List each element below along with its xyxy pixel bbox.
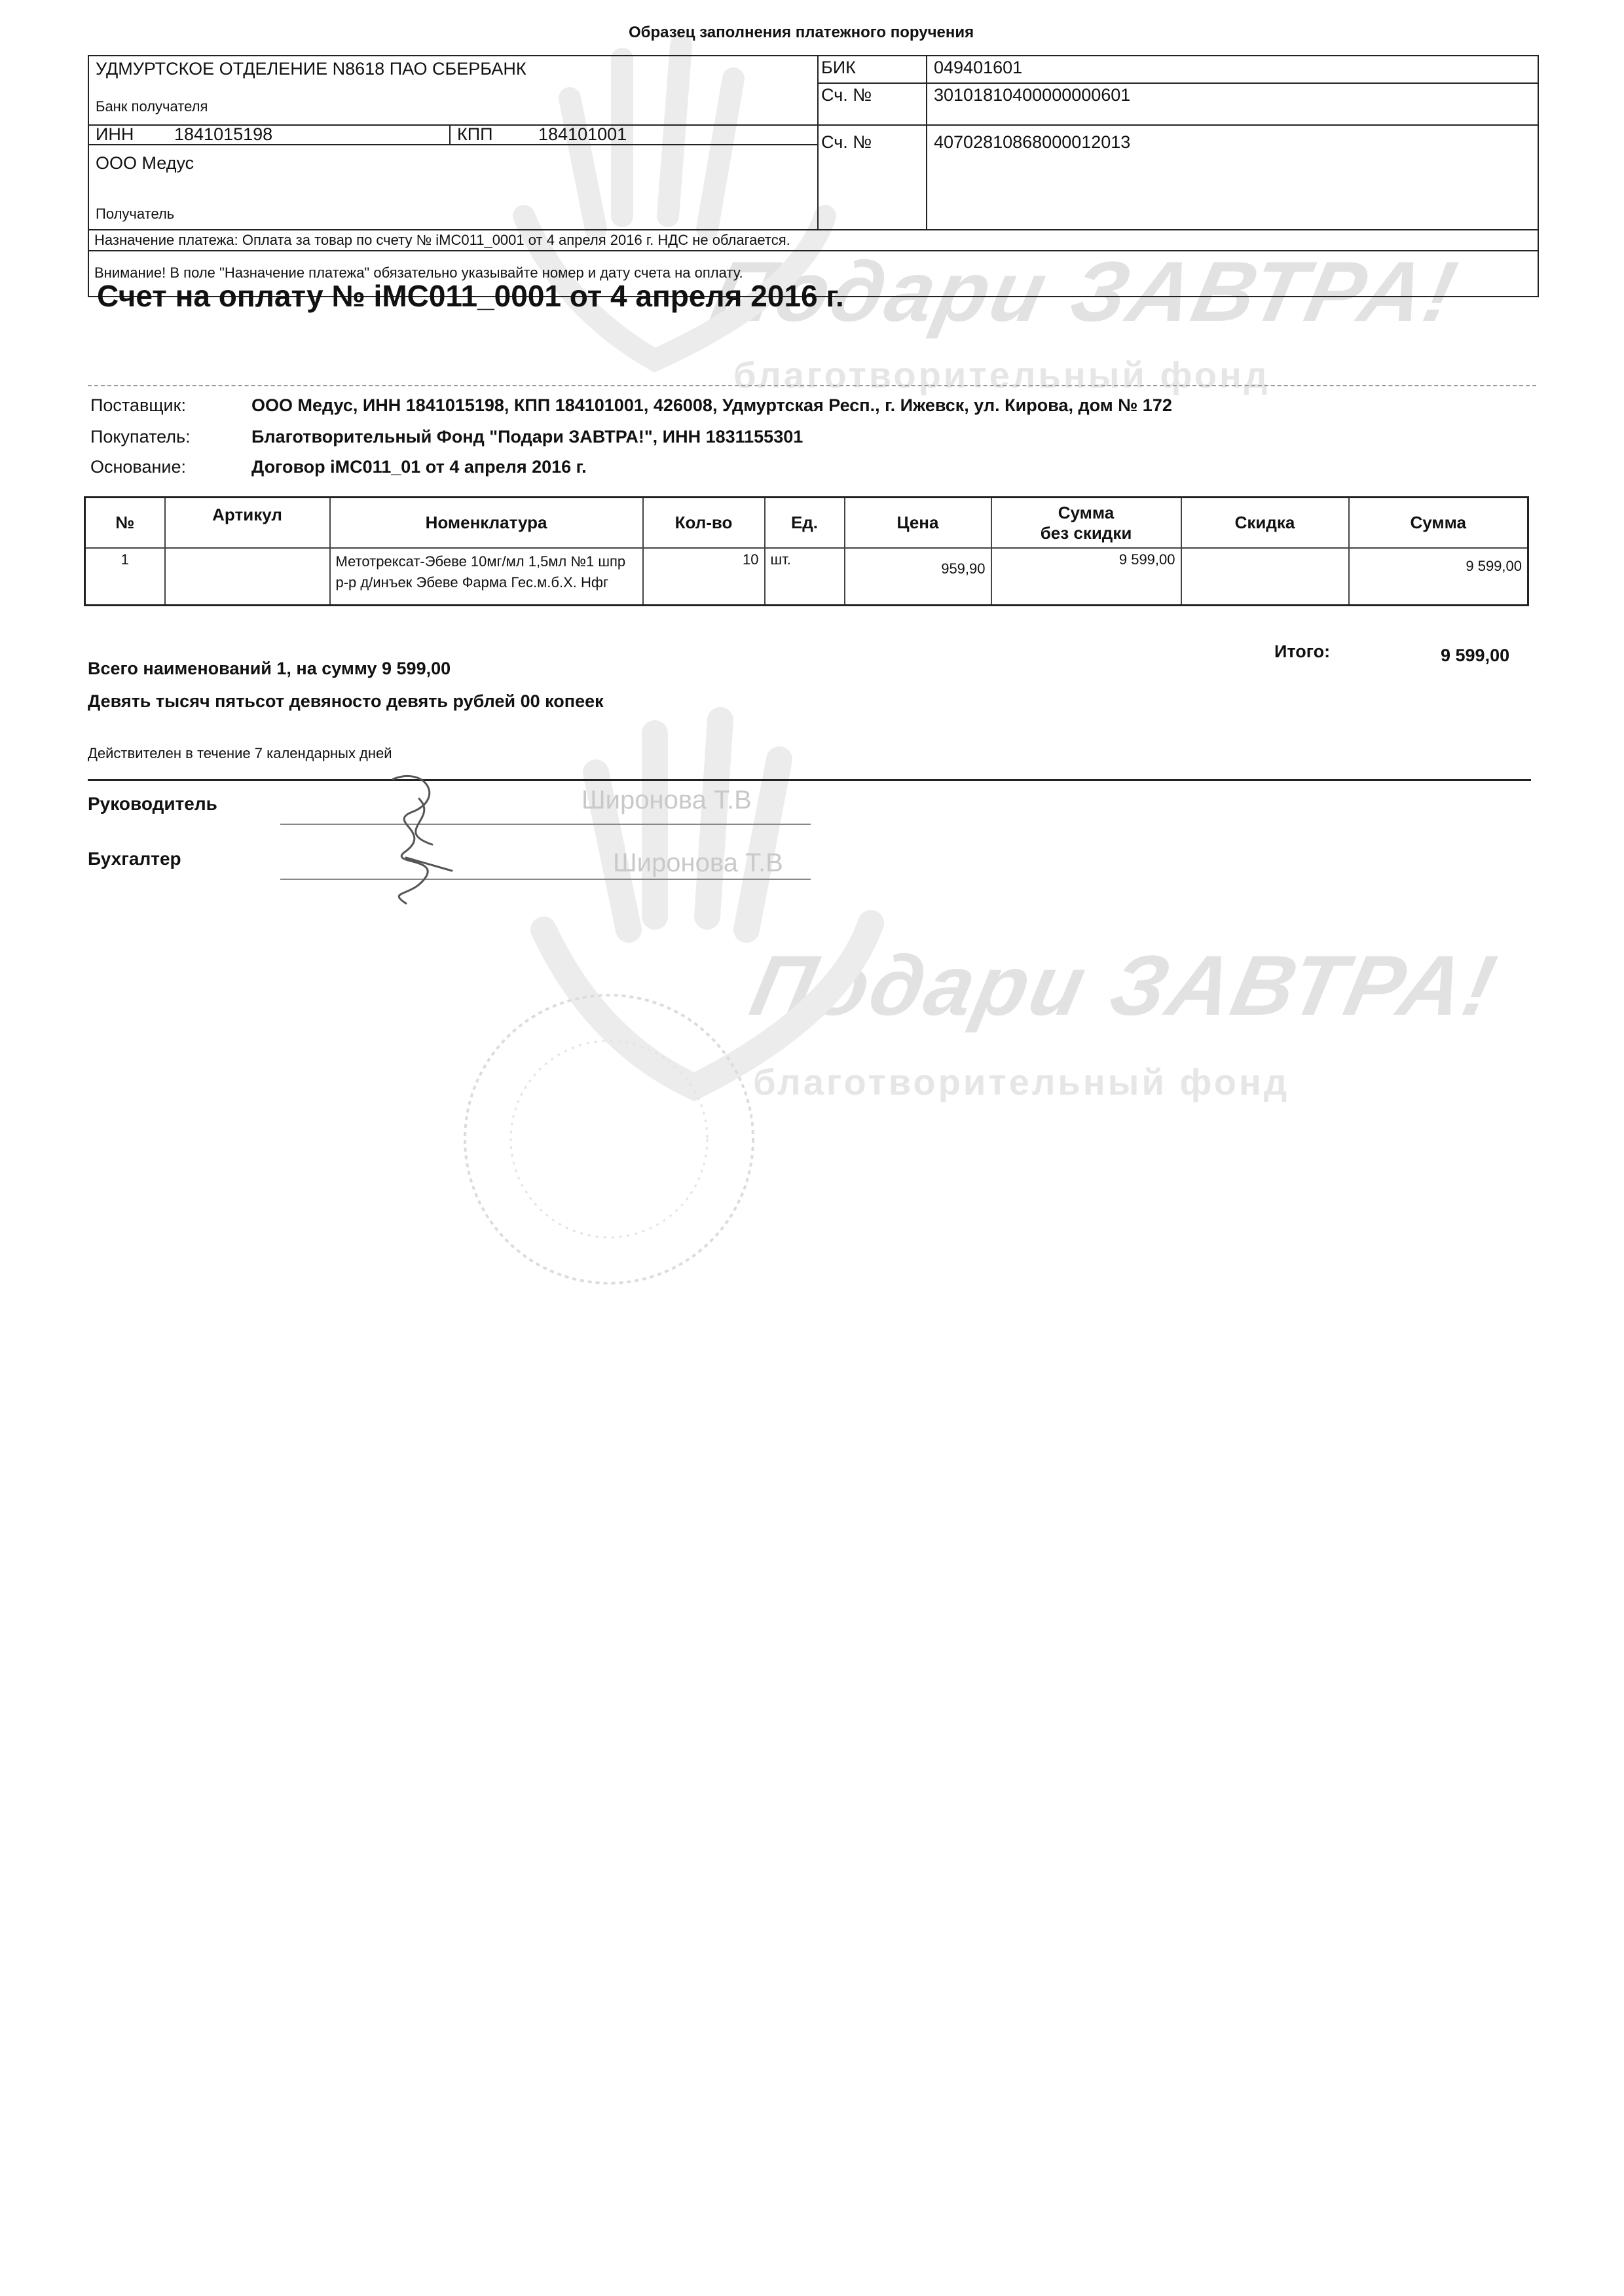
kpp-value: 184101001: [538, 124, 627, 144]
buyer-value: Благотворительный Фонд "Подари ЗАВТРА!", ИНН 1831155301: [251, 427, 803, 446]
row-unit: шт.: [765, 548, 845, 606]
col-sum-no-discount: [991, 498, 1181, 549]
watermark-subtitle-2: благотворительный фонд: [753, 1061, 1290, 1102]
account-value: 40702810868000012013: [934, 132, 1131, 152]
table-row: [85, 548, 1528, 606]
accountant-name: Широнова Т.В: [613, 848, 783, 877]
inn-label: ИНН: [96, 124, 134, 144]
payment-purpose: Назначение платежа: Оплата за товар по счету № iMC011_0001 от 4 апреля 2016 г. НДС не облагается.: [94, 232, 790, 248]
invoice-title: Счет на оплату № iMC011_0001 от 4 апреля 2016 г.: [97, 279, 844, 313]
col-price: Цена: [845, 498, 991, 549]
col-name: Номенклатура: [330, 498, 643, 549]
handwritten-signature-icon: [367, 759, 485, 910]
row-num: 1: [85, 548, 165, 606]
corr-account-label: Сч. №: [821, 85, 872, 105]
buyer-label: Покупатель:: [90, 427, 191, 446]
title-divider: [88, 385, 1536, 386]
row-sum-no-discount: 9 599,00: [991, 548, 1181, 606]
validity-note: Действителен в течение 7 календарных дней: [88, 745, 392, 761]
accountant-label: Бухгалтер: [88, 848, 181, 869]
head-signature-line: [280, 824, 811, 825]
col-unit: Ед.: [765, 498, 845, 549]
bik-label: БИК: [821, 58, 856, 77]
col-article: Артикул: [165, 498, 330, 549]
bank-name: УДМУРТСКОЕ ОТДЕЛЕНИЕ N8618 ПАО СБЕРБАНК: [96, 59, 526, 79]
row-price: 959,90: [845, 548, 991, 606]
signature-divider: [88, 779, 1531, 781]
recipient-name: ООО Медус: [96, 153, 194, 173]
head-name: Широнова Т.В: [581, 786, 752, 814]
inn-value: 1841015198: [174, 124, 273, 144]
account-label: Сч. №: [821, 132, 872, 152]
sample-title: Образец заполнения платежного поручения: [629, 24, 974, 41]
total-label: Итого:: [1274, 642, 1331, 661]
head-label: Руководитель: [88, 793, 217, 814]
bank-label: Банк получателя: [96, 98, 208, 115]
items-count-line: Всего наименований 1, на сумму 9 599,00: [88, 659, 451, 678]
row-discount: [1181, 548, 1349, 606]
recipient-label: Получатель: [96, 206, 175, 222]
kpp-label: КПП: [457, 124, 493, 144]
stamp-icon: [452, 982, 766, 1296]
items-table: [84, 496, 1529, 606]
watermark-subtitle-1: благотворительный фонд: [733, 354, 1270, 395]
col-qty: Кол-во: [643, 498, 765, 549]
accountant-signature-line: [280, 879, 811, 880]
row-name: Метотрексат-Эбеве 10мг/мл 1,5мл №1 шпр р-р д/инъек Эбеве Фарма Гес.м.б.Х. Нфг: [330, 548, 643, 606]
supplier-value: ООО Медус, ИНН 1841015198, КПП 184101001, 426008, Удмуртская Респ., г. Ижевск, ул. Кирова, дом № 172: [251, 395, 1172, 415]
payment-order-box: [88, 55, 1539, 297]
row-sum: 9 599,00: [1349, 548, 1528, 606]
col-sum-no-discount-line2: без скидки: [1040, 522, 1132, 543]
col-num: №: [85, 498, 165, 549]
col-sum-no-discount-line1: Сумма: [1058, 502, 1115, 522]
corr-account-value: 30101810400000000601: [934, 85, 1131, 105]
table-header-row: [85, 498, 1528, 549]
watermark-title-2: Подари ЗАВТРА!: [743, 938, 1507, 1033]
watermark-title-1: Подари ЗАВТРА!: [703, 244, 1467, 339]
amount-in-words: Девять тысяч пятьсот девяносто девять рублей 00 копеек: [88, 691, 604, 711]
bik-value: 049401601: [934, 58, 1023, 77]
row-qty: 10: [643, 548, 765, 606]
basis-label: Основание:: [90, 457, 186, 477]
col-discount: Скидка: [1181, 498, 1349, 549]
total-value: 9 599,00: [1441, 646, 1510, 665]
payment-notice: Внимание! В поле "Назначение платежа" обязательно указывайте номер и дату счета на оплату.: [94, 264, 743, 281]
supplier-label: Поставщик:: [90, 395, 186, 415]
basis-value: Договор iMC011_01 от 4 апреля 2016 г.: [251, 457, 587, 477]
col-sum: Сумма: [1349, 498, 1528, 549]
row-article: [165, 548, 330, 606]
